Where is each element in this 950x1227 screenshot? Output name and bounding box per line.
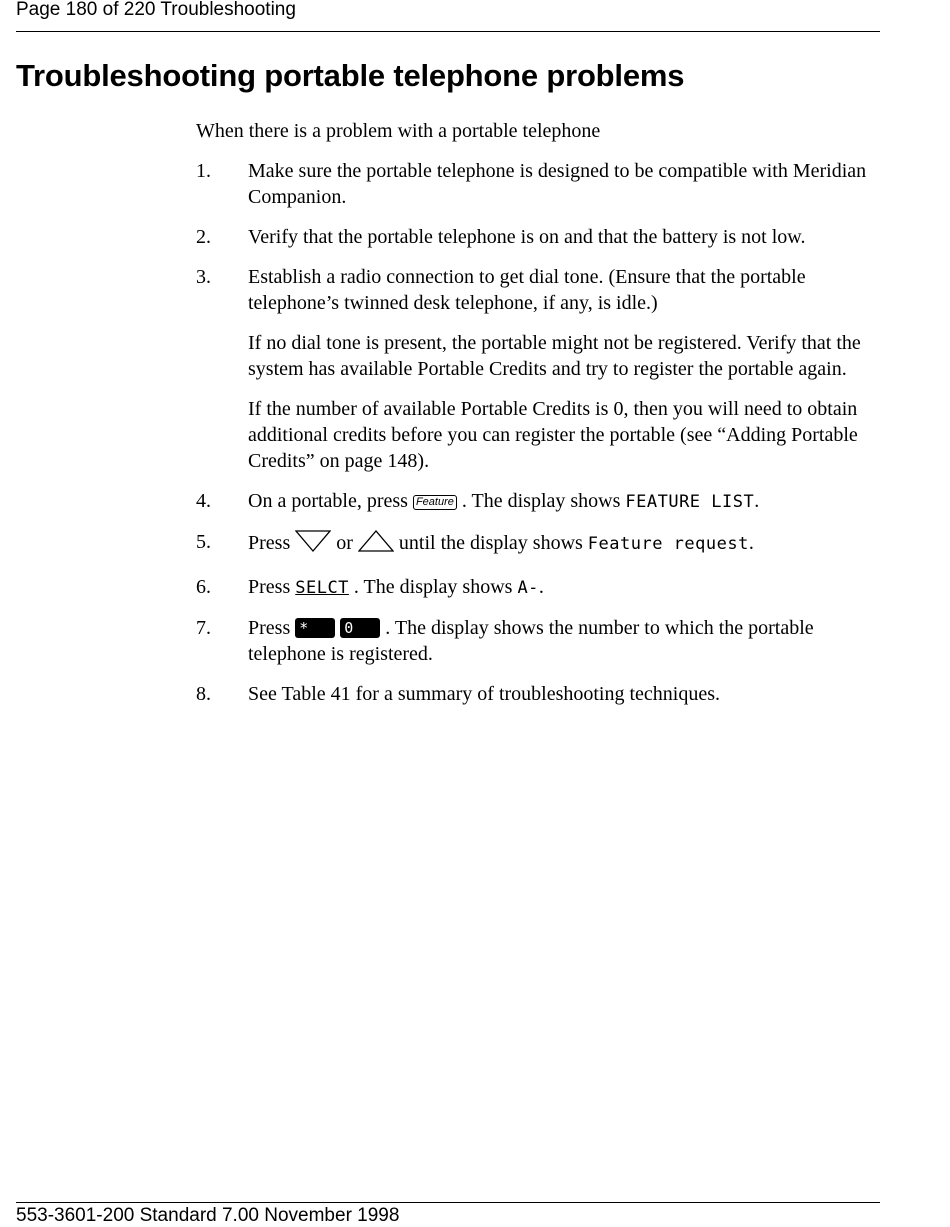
star-key-icon: * <box>295 618 335 638</box>
step-text-pre: Press <box>248 576 291 598</box>
zero-key-icon: 0 <box>340 618 380 638</box>
step-text-post: . <box>538 576 544 598</box>
step-text-pre: Press <box>248 532 291 554</box>
step-text-or: or <box>336 532 353 554</box>
display-text: A- <box>517 578 539 598</box>
page-footer <box>16 1202 880 1226</box>
up-arrow-key-icon <box>358 529 394 560</box>
step-text-post: . <box>754 490 760 512</box>
step-number: 5. <box>196 531 211 553</box>
step-3 <box>196 264 884 474</box>
step-text: Make sure the portable telephone is designed to be compatible with Meridian Companion. <box>248 160 867 208</box>
step-text-mid: . The display shows <box>461 490 621 512</box>
step-text: Verify that the portable telephone is on and that the battery is not low. <box>248 226 806 248</box>
step-number: 2. <box>196 226 211 248</box>
step-text-pre: On a portable, press <box>248 490 408 512</box>
step-number: 6. <box>196 576 211 598</box>
page-footer-text: 553-3601-200 Standard 7.00 November 1998 <box>16 1205 400 1226</box>
step-2 <box>196 224 884 250</box>
step-number: 1. <box>196 160 211 182</box>
display-text: FEATURE LIST <box>625 492 755 512</box>
page-header-text: Page 180 of 220 Troubleshooting <box>16 0 296 20</box>
display-text: Feature request <box>587 534 749 554</box>
step-text: Establish a radio connection to get dial tone. (Ensure that the portable telephone’s twinned desk telephone, if any, is idle.) <box>248 266 806 314</box>
step-5 <box>196 529 884 560</box>
document-body <box>196 118 884 721</box>
step-1 <box>196 158 884 210</box>
step-text-post: . <box>748 532 754 554</box>
step-text: See Table 41 for a summary of troubleshooting techniques. <box>248 683 721 705</box>
step-number: 4. <box>196 490 211 512</box>
step-text-post: . The display shows the number to which the portable telephone is registered. <box>248 617 814 665</box>
step-note-credits: If the number of available Portable Credits is 0, then you will need to obtain additional credits before you can register the portable (see “Adding Portable Credits” on page 148). <box>248 398 858 472</box>
page-header <box>16 0 880 32</box>
step-text-mid: . The display shows <box>353 576 513 598</box>
step-text-mid: until the display shows <box>398 532 583 554</box>
intro-text: When there is a problem with a portable telephone <box>196 120 601 142</box>
page-title: Troubleshooting portable telephone problems <box>16 58 685 93</box>
step-7 <box>196 615 884 667</box>
step-number: 8. <box>196 683 211 705</box>
selct-softkey: SELCT <box>295 578 349 598</box>
step-6 <box>196 574 884 601</box>
step-8 <box>196 681 884 707</box>
step-text-pre: Press <box>248 617 291 639</box>
step-note-no-dial-tone: If no dial tone is present, the portable might not be registered. Verify that the system has available Portable Credits and try to register the portable again. <box>248 332 861 380</box>
step-4 <box>196 488 884 515</box>
step-number: 7. <box>196 617 211 639</box>
down-arrow-key-icon <box>295 529 331 560</box>
feature-key-icon: Feature <box>413 495 457 510</box>
step-number: 3. <box>196 266 211 288</box>
